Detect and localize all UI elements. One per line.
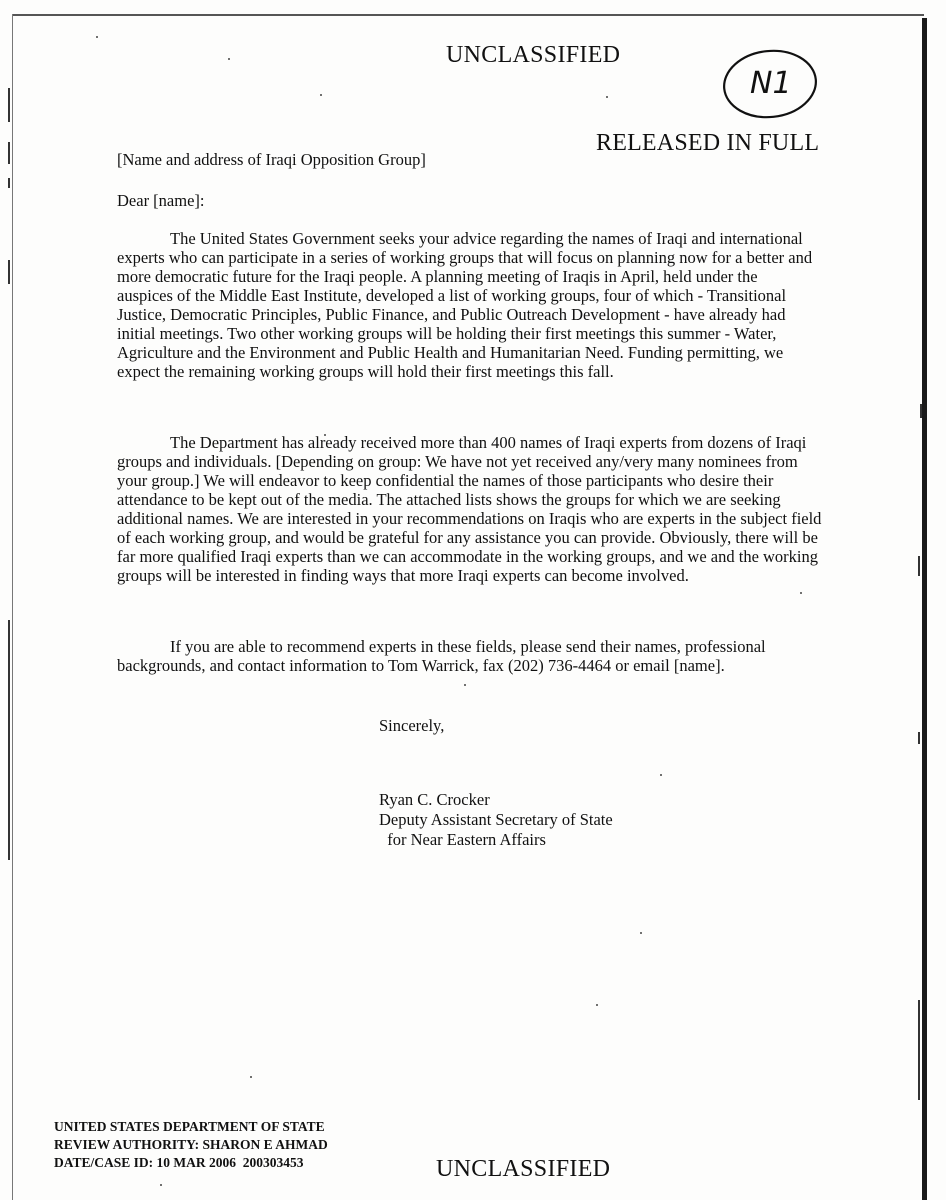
classification-top: UNCLASSIFIED: [446, 42, 621, 68]
classification-bottom: UNCLASSIFIED: [436, 1156, 611, 1182]
scan-edge-left: [12, 14, 13, 1200]
address-line: [Name and address of Iraqi Opposition Group]: [117, 150, 426, 169]
review-authority-block: [54, 1118, 328, 1172]
scan-mark: [8, 88, 10, 122]
scan-mark: [920, 404, 922, 418]
signatory-title-2: for Near Eastern Affairs: [379, 830, 546, 849]
scan-speck: [660, 774, 662, 776]
scan-speck: [606, 96, 608, 98]
signatory-name: Ryan C. Crocker: [379, 790, 490, 809]
signatory-title-1: Deputy Assistant Secretary of State: [379, 810, 613, 829]
scan-speck: [464, 684, 466, 686]
scan-mark: [918, 1000, 920, 1100]
scan-speck: [320, 94, 322, 96]
scan-speck: [640, 932, 642, 934]
scan-mark: [8, 260, 10, 284]
scan-speck: [250, 1076, 252, 1078]
review-line-2: REVIEW AUTHORITY: SHARON E AHMAD: [54, 1137, 328, 1152]
scan-speck: [228, 58, 230, 60]
body-paragraph-1: The United States Government seeks your advice regarding the names of Iraqi and international experts who can participate in a series of working groups that will focus on planning now for a better and more democratic future for the Iraqi people. A planning meeting of Iraqis in April, held under the auspices of the Middle East Institute, developed a list of working groups, four of which - Transitional Justice, Democratic Principles, Public Finance, and Public Outreach Development - have already had initial meetings. Two other working groups will be holding their first meetings this summer - Water, Agriculture and the Environment and Public Health and Humanitarian Need. Funding permitting, we expect the remaining working groups will hold their first meetings this fall.: [117, 229, 813, 381]
scan-mark: [8, 178, 10, 188]
salutation: Dear [name]:: [117, 191, 205, 210]
release-stamp: RELEASED IN FULL: [596, 130, 820, 156]
signature-block: [379, 790, 613, 850]
scan-speck: [96, 36, 98, 38]
review-line-1: UNITED STATES DEPARTMENT OF STATE: [54, 1119, 325, 1134]
scan-speck: [800, 592, 802, 594]
scan-mark: [8, 620, 10, 860]
scan-mark: [8, 142, 10, 164]
scan-edge-right: [922, 18, 927, 1200]
scan-speck: [596, 1004, 598, 1006]
scan-speck: [160, 1184, 162, 1186]
body-paragraph-2: The Department has already received more than 400 names of Iraqi experts from dozens of Iraqi groups and individuals. [Depending on group: We have not yet received any/very many nominees from your group.] We will endeavor to keep confidential the names of those participants who desire their attendance to be kept out of the media. The attached lists shows the groups for which we are seeking additional names. We are interested in your recommendations on Iraqis who are experts in the subject field of each working group, and would be grateful for any assistance you can provide. Obviously, there will be far more qualified Iraqi experts than we can accommodate in the working groups, and we and the working groups will be interested in finding ways that more Iraqi experts can become involved.: [117, 433, 822, 585]
body-paragraph-3: If you are able to recommend experts in these fields, please send their names, professional backgrounds, and contact information to Tom Warrick, fax (202) 736-4464 or email [name].: [117, 637, 766, 675]
handwritten-mark: N1: [750, 66, 792, 101]
scan-mark: [918, 556, 920, 576]
closing: Sincerely,: [379, 716, 445, 735]
review-line-3: DATE/CASE ID: 10 MAR 2006 200303453: [54, 1155, 304, 1170]
scan-edge-top: [12, 14, 924, 16]
scan-mark: [918, 732, 920, 744]
